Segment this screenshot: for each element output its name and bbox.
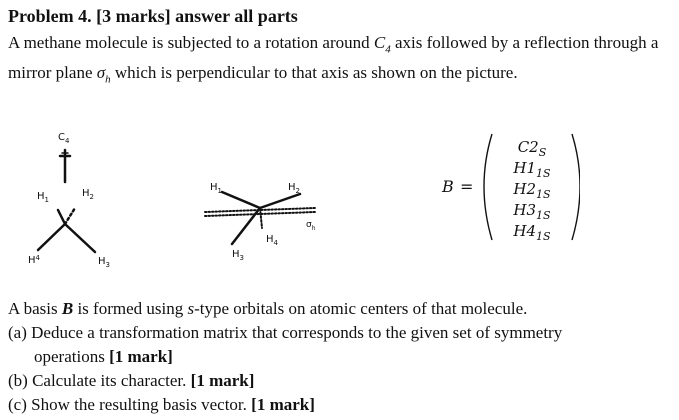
bond-h2 <box>65 208 75 224</box>
bond-r-h2 <box>260 194 300 208</box>
bond-r-h1 <box>222 192 260 208</box>
problem-intro <box>8 31 673 92</box>
right-paren <box>572 134 580 240</box>
bond-r-h4 <box>260 208 262 228</box>
bond-h4 <box>38 224 65 250</box>
label-left-h3: $H_3$ <box>98 256 110 269</box>
questions-section <box>8 297 673 417</box>
bond-h3 <box>65 224 95 252</box>
sigma-label: $\sigma_h$ <box>96 63 111 86</box>
label-left-h2: $H_2$ <box>82 188 94 201</box>
label-right-h1: $H_1$ <box>210 182 222 195</box>
methane-diagram <box>0 120 420 280</box>
basis-statement: A basis B is formed using s-type orbitals on atomic centers of that molecule. <box>8 299 528 318</box>
intro-text-2: axis followed by a reflection through a mirror plane <box>8 33 659 83</box>
basis-entry: $H3_{1S}$ <box>513 201 551 222</box>
intro-text-1: A methane molecule is subjected to a rotation around <box>8 33 370 52</box>
label-right-h4: $H_4$ <box>266 234 278 247</box>
basis-name: B <box>442 177 454 196</box>
label-left-h4: $H^4$ <box>28 254 40 266</box>
label-left-h1: $H_1$ <box>37 191 49 204</box>
basis-entry: $H2_{1S}$ <box>513 180 551 201</box>
label-left-c4: $C_4$ <box>58 132 70 145</box>
molecule-right <box>205 192 315 244</box>
problem-title: Problem 4. [3 marks] answer all parts <box>8 6 298 26</box>
left-paren <box>484 134 492 240</box>
question-a: (a) Deduce a transformation matrix that corresponds to the given set of symmetry <box>8 323 563 342</box>
question-a-cont: operations [1 mark] <box>34 347 173 366</box>
basis-entry: $H4_{1S}$ <box>513 222 551 243</box>
label-right-h2: $H_2$ <box>288 182 300 195</box>
axis-label: $C_4$ <box>373 33 391 56</box>
label-right-sigma: $\sigma_h$ <box>306 220 316 232</box>
bond-r-h3 <box>232 208 260 244</box>
bond-h1 <box>58 210 65 224</box>
basis-vector-matrix <box>440 130 580 245</box>
intro-text-3: which is perpendicular to that axis as shown on the picture. <box>114 63 518 83</box>
basis-equals: = <box>460 177 474 196</box>
basis-entry: $H1_{1S}$ <box>513 159 551 180</box>
basis-entry: $C2_S$ <box>517 138 547 159</box>
label-right-h3: $H_3$ <box>232 249 244 262</box>
question-b: (b) Calculate its character. [1 mark] <box>8 371 255 390</box>
question-c: (c) Show the resulting basis vector. [1 mark] <box>8 395 315 414</box>
